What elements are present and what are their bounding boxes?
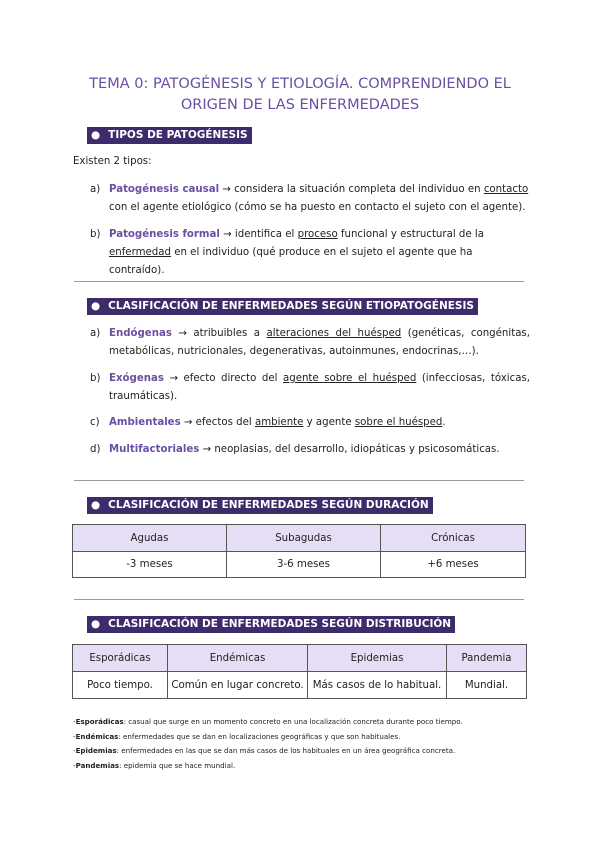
divider: [74, 599, 524, 600]
footnotes: [73, 715, 463, 773]
title-line-2: ORIGEN DE LAS ENFERMEDADES: [180, 97, 420, 113]
divider: [74, 480, 524, 481]
table-header-cell: Esporádicas: [73, 645, 168, 672]
section-heading-text: TIPOS DE PATOGÉNESIS: [108, 129, 248, 141]
text: (genéticas, congénitas, metabólicas, nutricionales, degenerativas, autoinmunes, endocrinas,…).: [109, 328, 530, 357]
section-heading-text: CLASIFICACIÓN DE ENFERMEDADES SEGÚN ETIOPATOGÉNESIS: [108, 300, 474, 312]
footnote-term: Esporádicas: [75, 717, 124, 726]
footnote: [73, 744, 463, 759]
footnote-text: : casual que surge en un momento concreto en una localización concreta durante poco tiempo.: [123, 717, 463, 726]
section-heading-distribucion: [87, 616, 455, 633]
table-header-row: [73, 525, 526, 552]
footnote-term: Endémicas: [75, 731, 119, 741]
note-prefix: -: [73, 746, 76, 755]
table-cell: Más casos de lo habitual.: [308, 672, 447, 699]
text: → neoplasias, del desarrollo, idiopáticas y psicosomáticas.: [199, 444, 500, 455]
table-header-cell: Crónicas: [381, 525, 526, 552]
underlined-term: agente sobre el huésped: [282, 373, 417, 384]
table-header-cell: Agudas: [73, 525, 227, 552]
list-item-tipo-a: [90, 181, 530, 217]
text: .: [442, 417, 446, 428]
underlined-term: proceso: [297, 229, 338, 240]
table-cell: Común en lugar concreto.: [168, 672, 308, 699]
text: → atribuibles a: [171, 328, 267, 339]
section-heading-duracion: [87, 497, 433, 514]
list-item-ambientales: [90, 414, 530, 432]
keyword: Patogénesis formal: [109, 229, 220, 240]
bullet-icon: ●: [91, 618, 101, 630]
list-item-exogenas: [90, 370, 530, 406]
note-prefix: -: [73, 760, 76, 770]
duracion-table: [72, 524, 526, 578]
footnote-term: Pandemias: [75, 760, 120, 770]
table-header-row: [73, 645, 527, 672]
footnote: [73, 759, 463, 774]
text: → efecto directo del: [163, 373, 283, 384]
table-header-cell: Endémicas: [168, 645, 308, 672]
footnote-text: : enfermedades en las que se dan más casos de los habituales en un área geográfica concreta.: [116, 746, 456, 755]
list-label: c): [90, 417, 100, 428]
section-heading-tipos: [87, 127, 252, 144]
underlined-term: contacto: [483, 184, 529, 195]
section-heading-text: CLASIFICACIÓN DE ENFERMEDADES SEGÚN DURACIÓN: [108, 499, 429, 511]
list-label: d): [90, 444, 101, 455]
table-header-cell: Pandemia: [447, 645, 527, 672]
table-header-cell: Subagudas: [227, 525, 381, 552]
list-item-endogenas: [90, 325, 530, 361]
text: funcional y estructural de la: [337, 229, 484, 240]
keyword: Multifactoriales: [109, 444, 200, 455]
section-heading-text: CLASIFICACIÓN DE ENFERMEDADES SEGÚN DISTRIBUCIÓN: [108, 618, 452, 630]
table-cell: +6 meses: [381, 552, 526, 578]
table-cell: Poco tiempo.: [73, 672, 168, 699]
footnote-term: Epidemias: [75, 746, 117, 755]
table-row: [73, 672, 527, 699]
title-line-1: TEMA 0: PATOGÉNESIS Y ETIOLOGÍA. COMPRENDIENDO EL: [89, 76, 511, 92]
keyword: Patogénesis causal: [109, 184, 220, 195]
list-label: a): [90, 328, 101, 339]
footnote-text: : enfermedades que se dan en localizaciones geográficas y que son habituales.: [118, 731, 401, 741]
section-heading-etiopatogenesis: [87, 298, 478, 315]
list-label: b): [90, 373, 101, 384]
keyword: Endógenas: [109, 328, 172, 339]
distribucion-table: [72, 644, 527, 699]
footnote-text: : epidemia que se hace mundial.: [119, 760, 236, 770]
keyword: Exógenas: [109, 373, 164, 384]
text: → considera la situación completa del individuo en: [219, 184, 484, 195]
footnote: [73, 715, 463, 730]
table-cell: 3-6 meses: [227, 552, 381, 578]
note-prefix: -: [73, 717, 76, 726]
bullet-icon: ●: [91, 300, 101, 312]
table-cell: -3 meses: [73, 552, 227, 578]
underlined-term: sobre el huésped: [354, 417, 443, 428]
text: con el agente etiológico (cómo se ha puesto en contacto el sujeto con el agente).: [109, 202, 526, 213]
underlined-term: ambiente: [254, 417, 304, 428]
text: (infecciosas, tóxicas, traumáticas).: [109, 373, 530, 402]
footnote: [73, 730, 463, 745]
text: en el individuo (qué produce en el sujeto el agente que ha contraído).: [109, 247, 473, 276]
bullet-icon: ●: [91, 129, 101, 141]
table-cell: Mundial.: [447, 672, 527, 699]
keyword: Ambientales: [109, 417, 181, 428]
text: → identifica el: [219, 229, 298, 240]
document-title: [60, 74, 540, 116]
underlined-term: alteraciones del huésped: [266, 328, 402, 339]
note-prefix: -: [73, 731, 76, 741]
table-header-cell: Epidemias: [308, 645, 447, 672]
list-label: b): [90, 229, 101, 240]
list-label: a): [90, 184, 101, 195]
table-row: [73, 552, 526, 578]
divider: [74, 281, 524, 282]
text: → efectos del: [180, 417, 255, 428]
intro-text: Existen 2 tipos:: [73, 156, 152, 167]
list-item-tipo-b: [90, 226, 530, 280]
underlined-term: enfermedad: [109, 247, 171, 258]
bullet-icon: ●: [91, 499, 101, 511]
text: y agente: [303, 417, 355, 428]
list-item-multifactoriales: [90, 441, 530, 459]
